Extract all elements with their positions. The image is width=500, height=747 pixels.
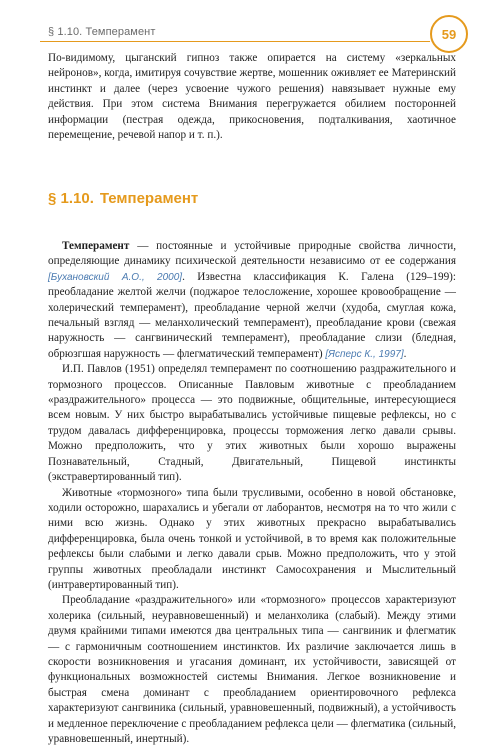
intro-paragraph: По-видимому, цыганский гипноз также опирается на систему «зеркальных нейронов», когда, имитируя сочувствие жертве, мошенник оживляет ее Материнский инстинкт и далее (через усвоение чужого решения) навязывает нужные ему действия. При этом система Внимания перегружается обилием посторонней информации (пестрая одежда, прикосновения, подталкивания, хаотичное перемещение, речевой напор и т. п.). bbox=[48, 52, 456, 142]
page-number-badge: 59 bbox=[430, 15, 468, 53]
definition-text-c: . bbox=[403, 347, 407, 360]
header-rule bbox=[40, 41, 430, 42]
running-head: § 1.10. Темперамент bbox=[48, 26, 156, 38]
term-temperament: Темперамент bbox=[62, 240, 130, 252]
citation-jaspers: [Ясперс К., 1997] bbox=[325, 348, 404, 360]
paragraph-pavlov: И.П. Павлов (1951) определял темперамент по соотношению раздражительного и тормозного процессов. Описанные Павловым животные с преобладанием «раздражительного» процесса — это подвижные, общительные, интересующиеся всем новым. У них быстро вырабатывались устойчивые пищевые рефлексы, но с трудом давалась дифференцировка, процессы торможения легко давали срывы. Можно предположить, что у этих животных были хорошо выражены Познавательный, Стадный, Двигательный, Пищевой инстинкты (экстравертированный тип). bbox=[48, 363, 456, 484]
section-title bbox=[48, 190, 198, 207]
body-text bbox=[48, 239, 456, 747]
section-number: § 1.10. bbox=[48, 190, 94, 207]
paragraph-definition bbox=[48, 239, 456, 362]
section-title-text: Темперамент bbox=[99, 190, 199, 207]
paragraph-four-types: Преобладание «раздражительного» или «тормозного» процессов характеризуют холерика (сильный, неуравновешенный) и меланхолика (слабый). Между этими двумя крайними типами имеются два центральных типа — сангвиник и флегматик — с гармоничным соотношением инстинктов. Их различие заключается лишь в скорости возникновения и угасания доминант, их устойчивости, зависящей от функциональных возможностей системы Внимания. Легкое возникновение и быстрая смена доминант с преобладанием ориентировочного рефлекса характеризуют сангвиника (сильный, уравновешенный, подвижный), а устойчивость и медленное переключение с преобладанием рефлекса цели — флегматика (сильный, уравновешенный, инертный). bbox=[48, 594, 456, 745]
paragraph-inhibitory-type: Животные «тормозного» типа были трусливыми, особенно в новой обстановке, ходили осторожно, шарахались и убегали от лаборантов, несмотря на то что жили с ними всю жизнь. Однако у этих животных прекрасно вырабатывались дифференцировка, была очень тонкой и устойчивой, в то время как положительные рефлексы были слабыми и легко давали срыв. Можно предположить, что у этой группы животных преобладали инстинкт Самосохранения и Мыслительный (интравертированный тип). bbox=[48, 486, 456, 591]
citation-bukhanovsky: [Бухановский А.О., 2000] bbox=[48, 271, 183, 283]
definition-text-a: — постоянные и устойчивые природные свойства личности, определяющие динамику психической деятельности независимо от ее содержания bbox=[48, 240, 456, 268]
definition-text-b: . Известна классификация К. Галена (129–199): преобладание желтой желчи (поджарое телосложение, хорошее кровообращение — холерический темперамент), преобладание черной желчи (худоба, смуглая кожа, печальный взгляд — меланхолический темперамент), преобладание крови (свежая наружность — сангвинический темперамент), преобладание слизи (бледная, обрюзгшая наружность — флегматический темперамент) bbox=[48, 270, 456, 360]
